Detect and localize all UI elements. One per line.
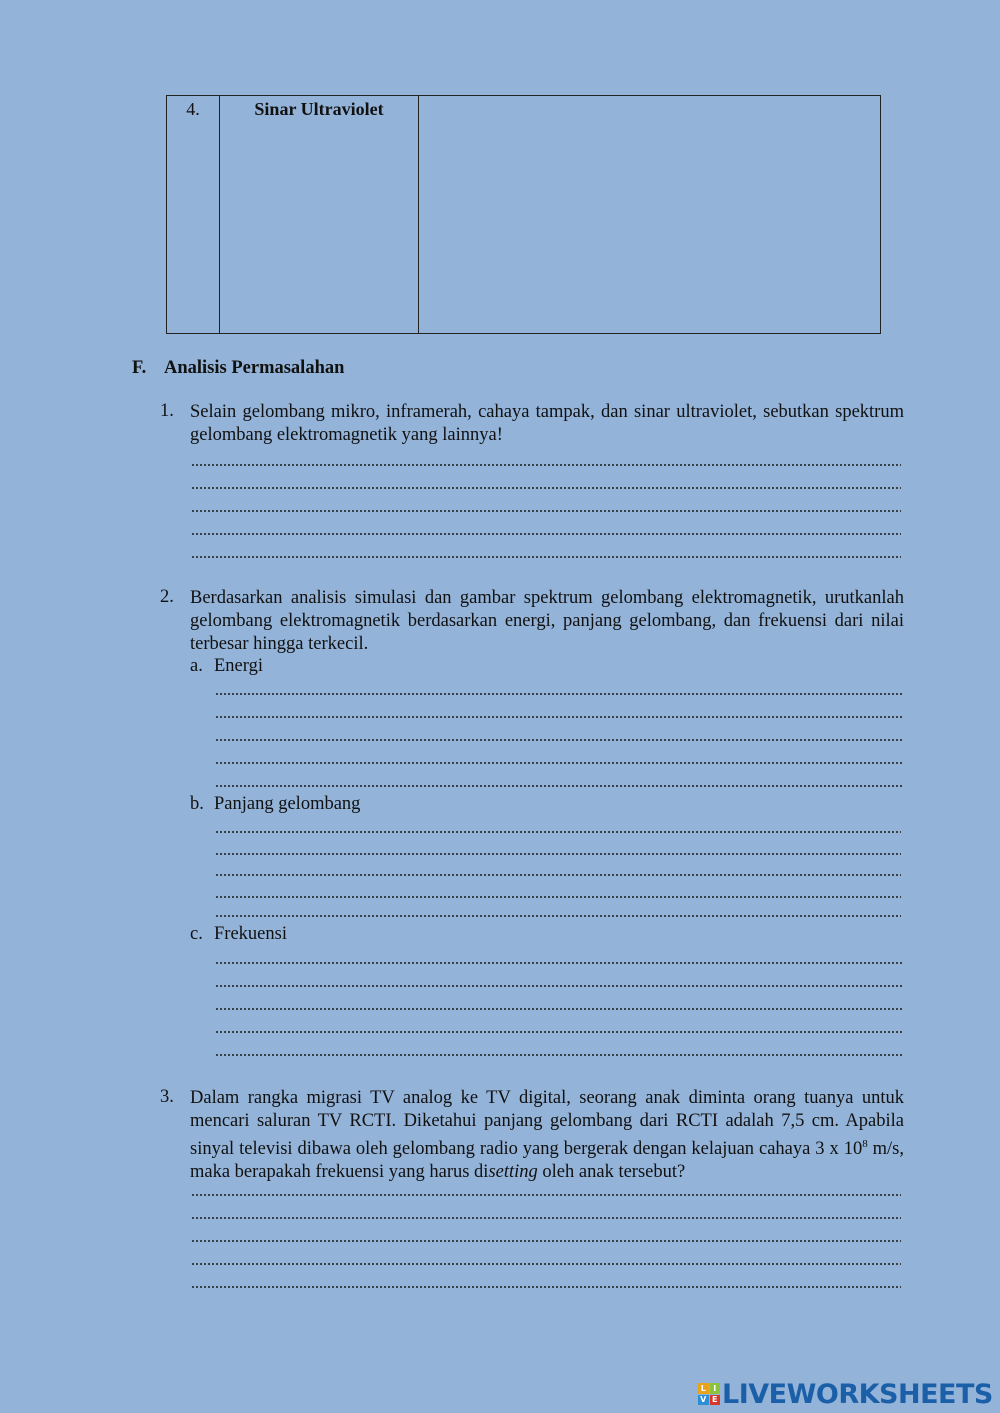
sub-item-panjang-gelombang [190,794,360,815]
answer-line[interactable] [215,829,901,835]
section-header [132,358,344,379]
logo-letter: L [698,1383,709,1394]
q3-superscript: 8 [862,1138,868,1150]
question-1-number: 1. [160,401,174,421]
section-letter: F. [132,358,147,378]
answer-line[interactable] [215,851,901,857]
answer-line[interactable] [191,554,901,560]
answer-line[interactable] [215,783,903,789]
answer-line[interactable] [215,1052,903,1058]
question-2-text: Berdasarkan analisis simulasi dan gambar spektrum gelombang elektromagnetik, urutkanlah gelombang elektromagnetik berdasarkan energi, panjang gelombang, dan frekuensi dari nilai terbesar hingga terkecil. [190,588,904,654]
answer-line[interactable] [191,1192,901,1198]
answer-line[interactable] [215,714,903,720]
sub-label: Panjang gelombang [214,794,361,814]
sub-letter: c. [190,924,203,944]
answer-line[interactable] [191,1261,901,1267]
answer-line[interactable] [191,462,901,468]
logo-letter: E [710,1395,721,1406]
logo-text: LIVEWORKSHEETS [722,1378,993,1410]
sub-letter: b. [190,794,204,814]
answer-line[interactable] [191,1215,901,1221]
answer-line[interactable] [215,872,901,878]
sub-item-energi [190,656,263,677]
sub-item-frekuensi [190,924,287,945]
q3-text-part2: m/s, maka berapakah frekuensi yang harus di [190,1139,905,1183]
logo-letter: I [710,1383,721,1394]
section-title: Analisis Permasalahan [164,358,345,378]
q3-text-part1: Dalam rangka migrasi TV analog ke TV digital, seorang anak diminta orang tuanya untuk mencari saluran TV RCTI. Diketahui panjang gelombang dari RCTI adalah 7,5 cm. Apabila sinyal televisi dibawa oleh gelombang radio yang bergerak dengan kelajuan cahaya 3 x 10 [190,1088,904,1160]
answer-line[interactable] [191,531,901,537]
answer-line[interactable] [215,960,903,966]
answer-line[interactable] [215,894,901,900]
question-3-text [190,1087,904,1184]
liveworksheets-logo [698,1378,993,1410]
answer-line[interactable] [191,1238,901,1244]
answer-line[interactable] [215,983,903,989]
answer-line[interactable] [191,485,901,491]
answer-line[interactable] [191,508,901,514]
live-badge-icon [698,1383,720,1405]
sub-label: Frekuensi [214,924,287,944]
q3-text-part3: oleh anak tersebut? [537,1162,686,1183]
answer-line[interactable] [215,1029,903,1035]
sub-letter: a. [190,656,203,676]
table-answer-cell[interactable] [419,96,881,334]
answer-line[interactable] [215,1006,903,1012]
question-2-number: 2. [160,587,174,607]
question-1-text: Selain gelombang mikro, inframerah, cahaya tampak, dan sinar ultraviolet, sebutkan spektrum gelombang elektromagnetik yang lainnya! [190,402,904,445]
question-3-number: 3. [160,1087,174,1107]
answer-line[interactable] [191,1284,901,1290]
answer-line[interactable] [215,913,901,919]
sub-label: Energi [214,656,263,676]
answer-line[interactable] [215,691,903,697]
table-row-label: Sinar Ultraviolet [220,96,419,334]
answer-line[interactable] [215,737,903,743]
table-row-number: 4. [167,96,220,334]
logo-letter: V [698,1395,709,1406]
q3-italic-word: setting [488,1162,538,1183]
answer-table [166,95,881,334]
answer-line[interactable] [215,760,903,766]
